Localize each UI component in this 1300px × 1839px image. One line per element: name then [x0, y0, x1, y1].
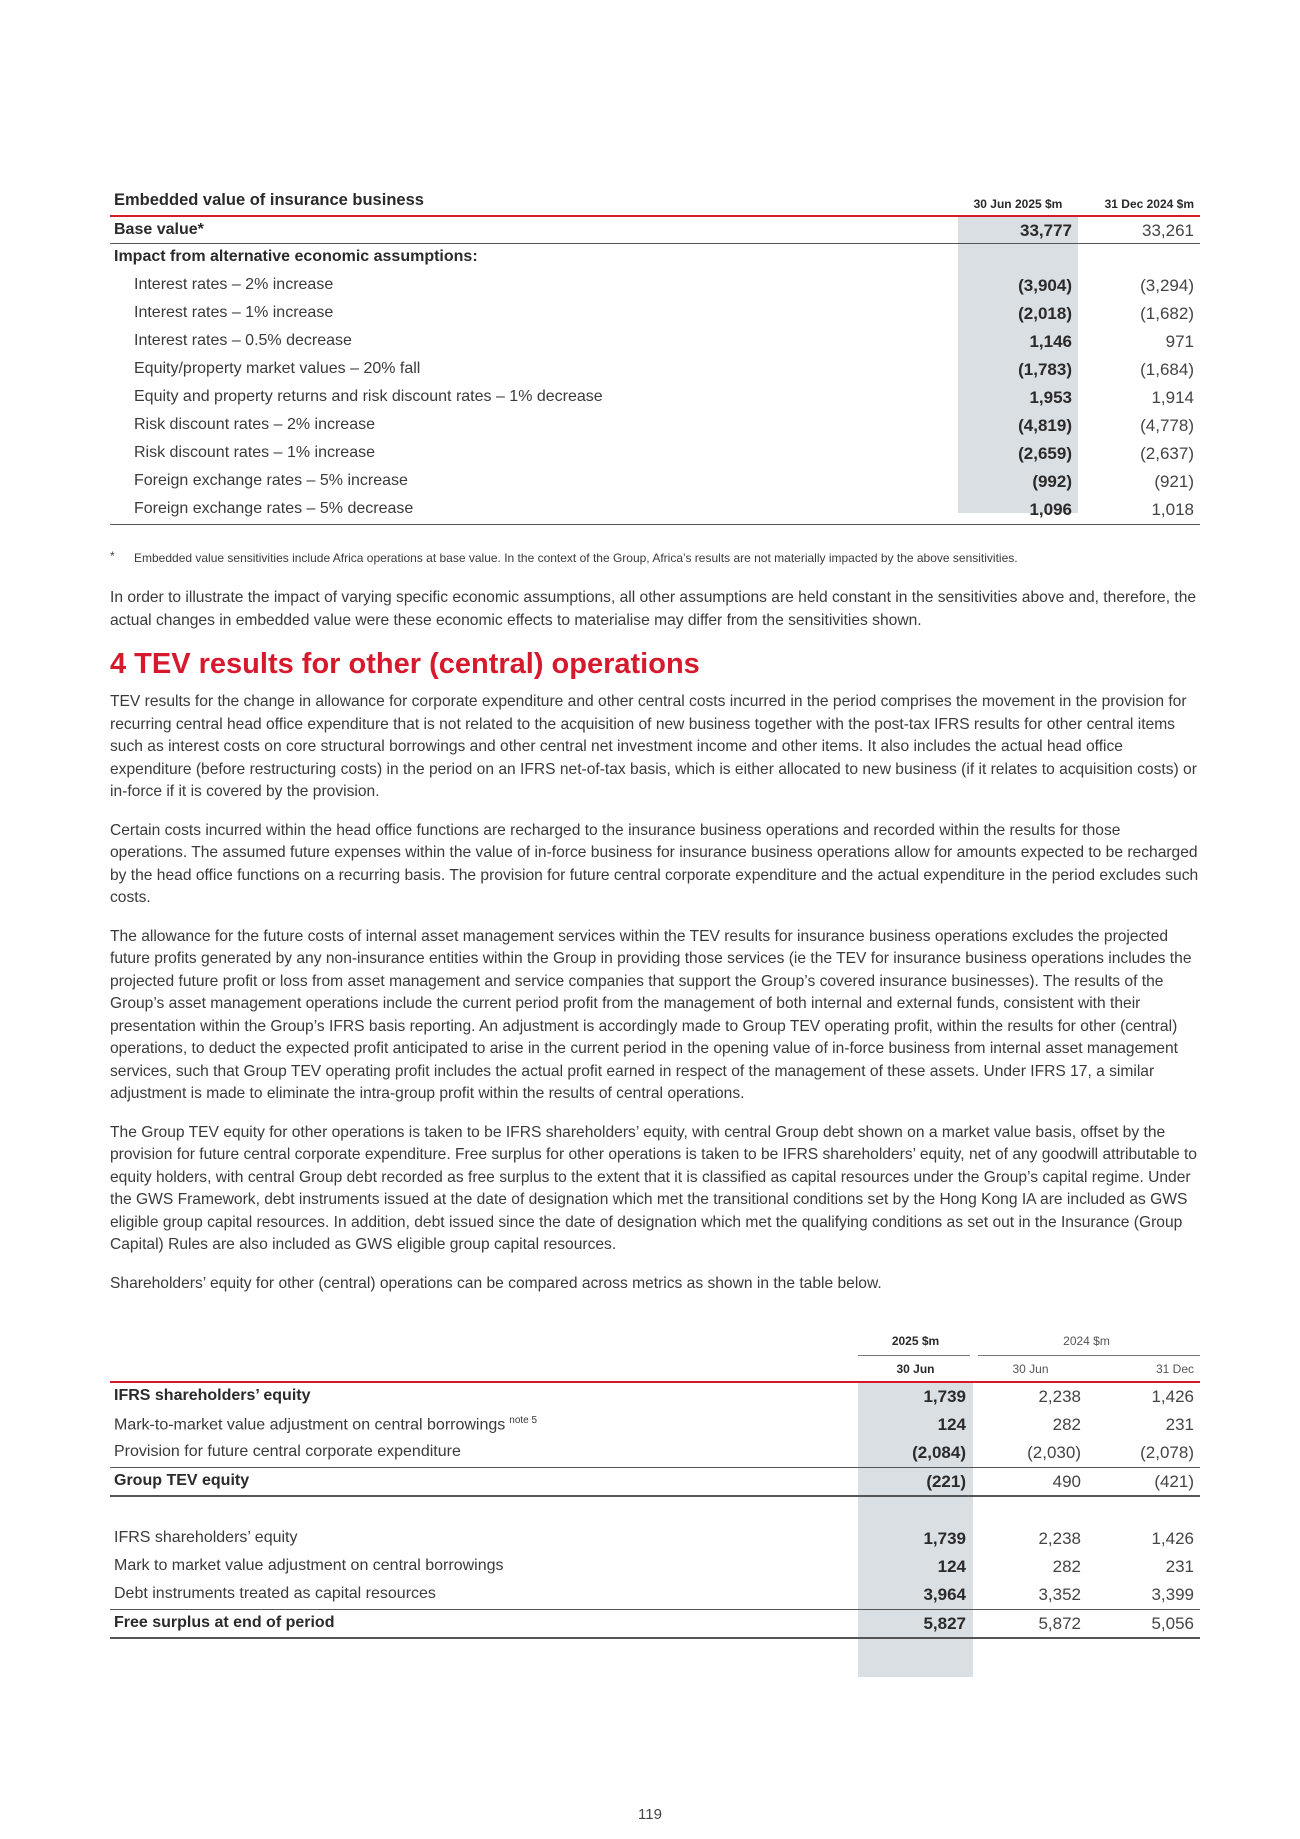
table-header [110, 190, 1200, 217]
body-paragraph: The Group TEV equity for other operations is taken to be IFRS shareholders’ equity, with central Group debt shown on a market value basis, offset by the provision for future central corporate expenditure. Free surplus for other operations is taken to be IFRS shareholders’ equity, net of any goodwill attributable to equity holders, with central Group debt recorded as free surplus to the extent that it is classified as capital resources under the Group’s capital regime. Under the GWS Framework, debt instruments issued at the date of designation which met the transitional conditions set by the Hong Kong IA are included as GWS eligible group capital resources. In addition, debt issued since the date of designation which met the qualifying conditions as set out in the Insurance (Group Capital) Rules are also included as GWS eligible group capital resources. [110, 1123, 1197, 1253]
value-2024-jun: 490 [1052, 1472, 1081, 1491]
row-label: IFRS shareholders’ equity [114, 1529, 298, 1546]
footnote-mark: * [110, 549, 115, 563]
value-current: (1,783) [1018, 360, 1072, 379]
row-label: Debt instruments treated as capital resources [114, 1585, 436, 1602]
body-paragraph: Certain costs incurred within the head office functions are recharged to the insurance business operations and recorded within the results for those operations. The assumed future expenses within the value of in-force business for insurance business operations allow for amounts expected to be recharged by the head office functions on a recurring basis. The provision for future central corporate expenditure and the actual expenditure in the period excludes such costs. [110, 821, 1199, 906]
table-row [110, 496, 1200, 525]
row-label [114, 1415, 537, 1434]
embedded-value-table [110, 190, 1200, 525]
value-current: (3,904) [1018, 276, 1072, 295]
value-prior: 1,018 [1151, 500, 1194, 519]
row-label: Risk discount rates – 1% increase [134, 444, 375, 461]
table-row [110, 440, 1200, 468]
value-2025-jun: 124 [937, 1557, 966, 1576]
table-row [110, 272, 1200, 300]
value-current: 1,953 [1029, 388, 1072, 407]
row-label-text: Mark-to-market value adjustment on central borrowings [114, 1416, 506, 1434]
value-2024-dec: 5,056 [1151, 1614, 1194, 1633]
value-current: (4,819) [1018, 416, 1072, 435]
table-row [110, 412, 1200, 440]
year-header-2025: 2025 $m [891, 1334, 940, 1348]
value-2024-jun: 2,238 [1038, 1387, 1081, 1406]
table-row [110, 1553, 1200, 1581]
value-prior: (1,682) [1140, 304, 1194, 323]
row-label: Foreign exchange rates – 5% decrease [134, 500, 414, 517]
table-row [110, 1439, 1200, 1468]
row-label: Interest rates – 2% increase [134, 276, 334, 293]
value-2024-jun: (2,030) [1027, 1443, 1081, 1462]
row-label: Interest rates – 0.5% decrease [134, 332, 352, 349]
footnote-text: Embedded value sensitivities include Africa operations at base value. In the context of the Group, Africa’s results are not materially impacted by the above sensitivities. [134, 551, 1018, 565]
year-header-2024: 2024 $m [1063, 1334, 1110, 1348]
value-2025-jun: 124 [937, 1415, 966, 1434]
value-2024-dec: 231 [1165, 1557, 1194, 1576]
value-prior: 33,261 [1142, 221, 1194, 240]
footnote [110, 551, 1200, 569]
table-row [110, 1525, 1200, 1553]
value-2024-jun: 5,872 [1038, 1614, 1081, 1633]
row-label: Risk discount rates – 2% increase [134, 416, 375, 433]
value-2024-jun: 282 [1052, 1557, 1081, 1576]
table-row [110, 468, 1200, 496]
value-2025-jun: 1,739 [923, 1387, 966, 1406]
value-2024-dec: 231 [1165, 1415, 1194, 1434]
table-row [110, 1468, 1200, 1497]
column-header-prior: 31 Dec 2024 $m [1104, 197, 1194, 211]
value-2025-jun: 5,827 [923, 1614, 966, 1633]
row-label: Equity and property returns and risk discount rates – 1% decrease [134, 388, 603, 405]
value-current: (2,659) [1018, 444, 1072, 463]
page-number: 119 [638, 1806, 662, 1823]
value-2025-jun: (221) [926, 1472, 966, 1491]
column-header-current: 30 Jun 2025 $m [973, 197, 1063, 211]
body-paragraph: The allowance for the future costs of internal asset management services within the TEV results for insurance business operations excludes the projected future profits generated by any non-insurance entities within the Group in providing those services (ie the TEV for insurance business operations includes the projected future profit or loss from asset management and service companies that support the Group’s covered insurance businesses). The results of the Group’s asset management operations include the current period profit from the management of both internal and external funds, consistent with their presentation within the Group’s IFRS basis reporting. An adjustment is accordingly made to Group TEV operating profit, within the results for other (central) operations, to deduct the expected profit anticipated to arise in the current period in the opening value of in-force business from internal asset management services, such that Group TEV operating profit includes the actual profit earned in respect of the management of these assets. Under IFRS 17, a similar adjustment is made to eliminate the intra-group profit within the results of central operations. [110, 927, 1192, 1102]
value-2024-dec: 1,426 [1151, 1529, 1194, 1548]
row-label: Provision for future central corporate expenditure [114, 1443, 461, 1460]
value-2025-jun: 1,739 [923, 1529, 966, 1548]
header-divider [978, 1355, 1200, 1356]
header-divider [858, 1355, 970, 1356]
page-content [110, 190, 1200, 1639]
value-prior: (3,294) [1140, 276, 1194, 295]
row-label: Mark to market value adjustment on central borrowings [114, 1557, 504, 1574]
value-current: (992) [1032, 472, 1072, 491]
spacer-row [110, 1497, 1200, 1525]
value-prior: (921) [1154, 472, 1194, 491]
value-2024-dec: (2,078) [1140, 1443, 1194, 1462]
row-label: Interest rates – 1% increase [134, 304, 334, 321]
date-header-prior-dec: 31 Dec [1155, 1362, 1194, 1376]
value-2024-jun: 3,352 [1038, 1585, 1081, 1604]
row-label: Equity/property market values – 20% fall [134, 360, 421, 377]
body-paragraph: TEV results for the change in allowance for corporate expenditure and other central costs incurred in the period comprises the movement in the provision for recurring central head office expenditure that is not related to the acquisition of new business together with the post-tax IFRS results for other central items such as interest costs on core structural borrowings and other central net investment income and other items. It also includes the actual head office expenditure (before restructuring costs) in the period on an IFRS net-of-tax basis, which is either allocated to new business (if it relates to acquisition costs) or in-force if it is covered by the provision. [110, 693, 1197, 800]
value-prior: (4,778) [1140, 416, 1194, 435]
value-2024-dec: 1,426 [1151, 1387, 1194, 1406]
table-row [110, 356, 1200, 384]
date-header-prior-jun: 30 Jun [1012, 1362, 1049, 1376]
value-2024-dec: (421) [1154, 1472, 1194, 1491]
value-2024-jun: 2,238 [1038, 1529, 1081, 1548]
table-row [110, 328, 1200, 356]
table-row [110, 300, 1200, 328]
value-2025-jun: (2,084) [912, 1443, 966, 1462]
value-current: 1,146 [1029, 332, 1072, 351]
value-current: (2,018) [1018, 304, 1072, 323]
value-prior: 971 [1165, 332, 1194, 351]
value-current: 1,096 [1029, 500, 1072, 519]
row-label: Base value* [114, 221, 204, 238]
value-current: 33,777 [1020, 221, 1072, 240]
table-row [110, 1610, 1200, 1639]
table-row [110, 217, 1200, 244]
shareholders-equity-table [110, 1325, 1200, 1639]
row-label: Foreign exchange rates – 5% increase [134, 472, 408, 489]
table-row [110, 1411, 1200, 1439]
section-heading: 4 TEV results for other (central) operations [110, 648, 700, 680]
table-row [110, 1581, 1200, 1610]
table-row [110, 1383, 1200, 1411]
table-title: Embedded value of insurance business [114, 191, 424, 209]
table-row [110, 244, 1200, 272]
table-header [110, 1325, 1200, 1383]
table-row [110, 384, 1200, 412]
row-label: Free surplus at end of period [114, 1614, 335, 1631]
value-2024-jun: 282 [1052, 1415, 1081, 1434]
row-label: Impact from alternative economic assumptions: [114, 248, 478, 265]
date-header-current: 30 Jun [896, 1362, 935, 1376]
value-prior: 1,914 [1151, 388, 1194, 407]
value-2025-jun: 3,964 [923, 1585, 966, 1604]
value-2024-dec: 3,399 [1151, 1585, 1194, 1604]
note-reference: note 5 [509, 1415, 538, 1426]
intro-paragraph: In order to illustrate the impact of varying specific economic assumptions, all other assumptions are held constant in the sensitivities above and, therefore, the actual changes in embedded value were these economic effects to materialise may differ from the sensitivities shown. [110, 589, 1197, 629]
row-label: Group TEV equity [114, 1472, 250, 1489]
body-paragraph: Shareholders’ equity for other (central) operations can be compared across metrics as shown in the table below. [110, 1274, 882, 1292]
value-prior: (1,684) [1140, 360, 1194, 379]
row-label: IFRS shareholders’ equity [114, 1387, 311, 1404]
value-prior: (2,637) [1140, 444, 1194, 463]
